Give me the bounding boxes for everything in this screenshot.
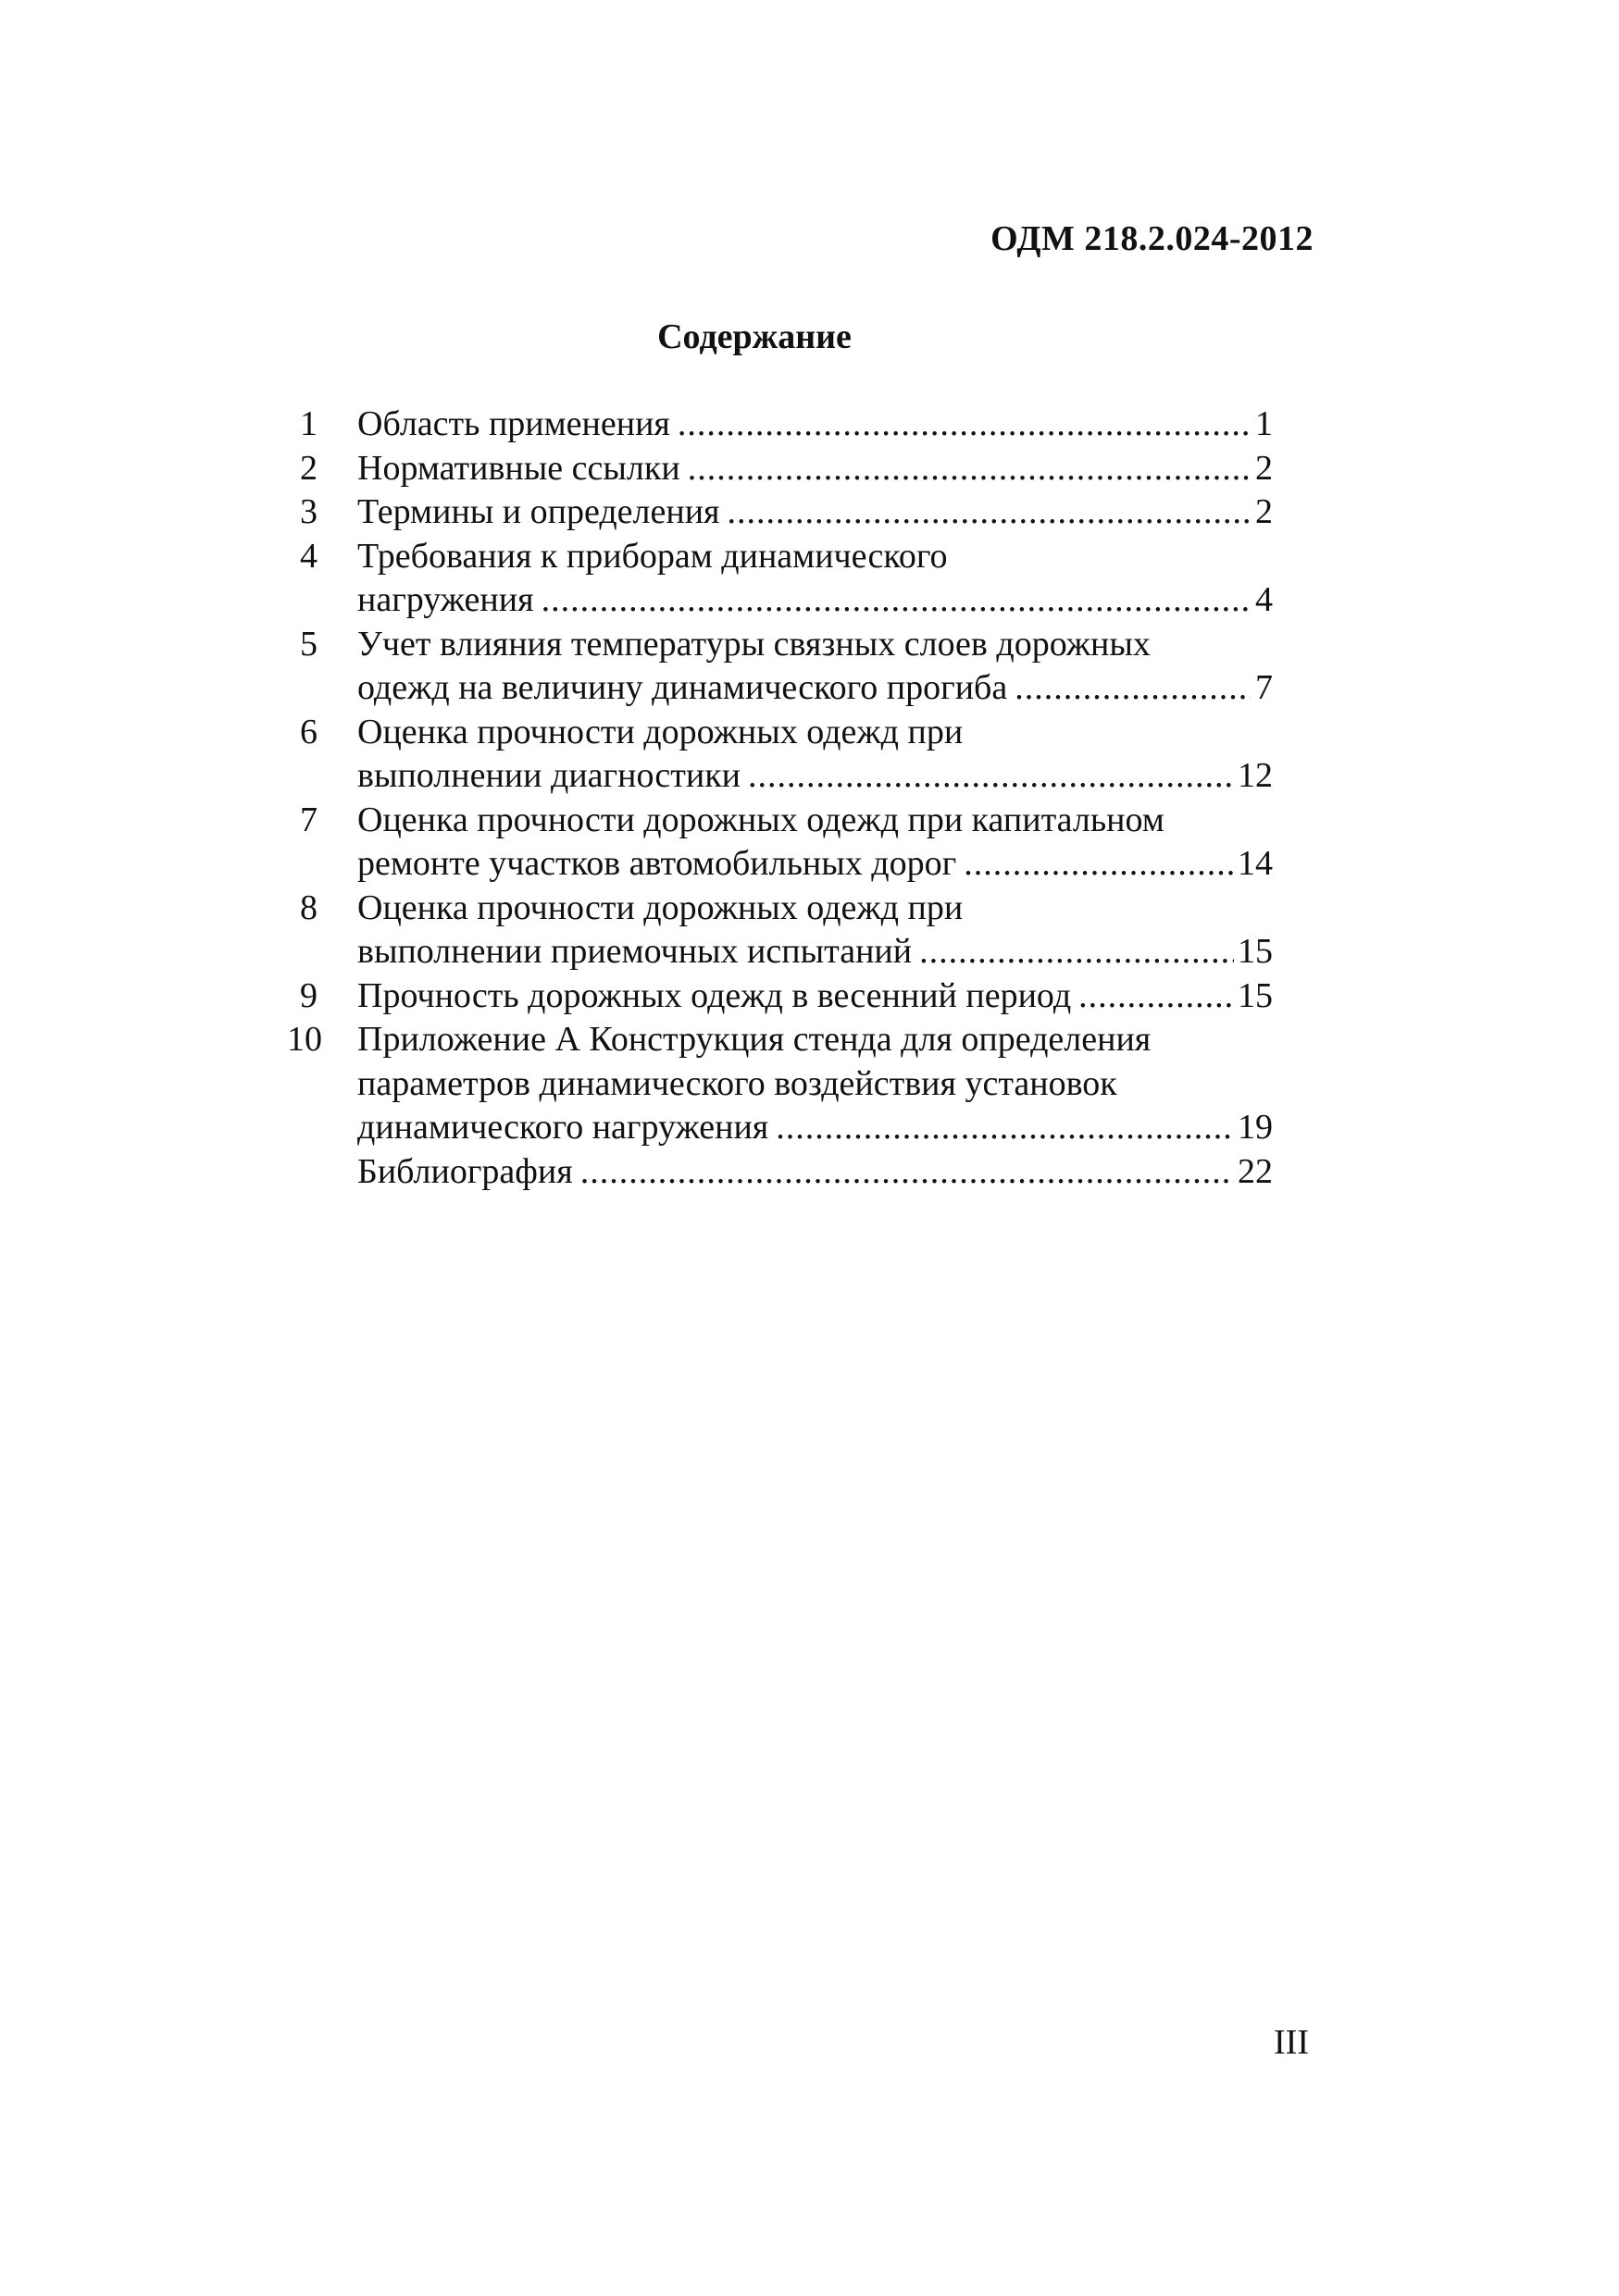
toc-entry-title-line: Библиография (357, 1151, 573, 1191)
document-code: ОДМ 218.2.024-2012 (990, 219, 1314, 258)
toc-entry-page: 12 (1238, 756, 1273, 795)
toc-entry-last-line (357, 447, 1273, 491)
toc-entry-body (357, 403, 1273, 447)
toc-entry-title-line: динамического нагружения (357, 1108, 769, 1147)
dot-leader (748, 754, 1234, 799)
toc-entry-last-line (357, 403, 1273, 447)
toc-entry-number: 10 (287, 1020, 322, 1059)
toc-entry-page: 15 (1238, 932, 1273, 971)
toc-entry-page: 19 (1238, 1108, 1273, 1147)
dot-leader (919, 930, 1234, 974)
dot-leader (1015, 666, 1251, 711)
toc-entry-number: 6 (300, 712, 318, 751)
toc-entry-last-line (357, 754, 1273, 799)
toc-entry-body (357, 799, 1273, 887)
toc-entry-last-line (357, 666, 1273, 711)
toc-entry-body (357, 1018, 1273, 1150)
toc-entry-body (357, 711, 1273, 799)
toc-entry-number: 1 (300, 404, 318, 443)
toc-entry-title-line: Требования к приборам динамического (357, 536, 948, 576)
toc-entry-number: 3 (300, 492, 318, 531)
dot-leader (728, 490, 1251, 535)
toc-entry (287, 623, 1273, 711)
toc-entry (287, 974, 1273, 1019)
toc-entry (287, 799, 1273, 887)
toc-entry (287, 447, 1273, 491)
dot-leader (776, 1106, 1234, 1150)
toc-entry-title-line: Учет влияния температуры связных слоев дорожных (357, 624, 1151, 664)
toc-entry-number: 4 (300, 536, 318, 576)
toc-entry-last-line (357, 578, 1273, 623)
toc-entry (287, 711, 1273, 799)
toc-entry-title-line: Оценка прочности дорожных одежд при (357, 712, 964, 751)
toc-entry-body (357, 535, 1273, 623)
toc-entry (287, 887, 1273, 974)
toc-entry (287, 403, 1273, 447)
toc-entry-title-line: нагружения (357, 580, 534, 619)
toc-entry (287, 490, 1273, 535)
toc-entry-page: 14 (1238, 844, 1273, 883)
dot-leader (580, 1150, 1234, 1195)
toc-entry-page: 15 (1238, 975, 1273, 1015)
toc-entry-number: 8 (300, 887, 318, 927)
toc-entry-title-line: выполнении приемочных испытаний (357, 932, 913, 971)
toc-entry-body (357, 1150, 1273, 1195)
toc-entry-number: 9 (300, 975, 318, 1015)
toc-entry-page: 2 (1255, 492, 1273, 531)
toc-entry-title-line: одежд на величину динамического прогиба (357, 668, 1008, 707)
toc-entry-page: 22 (1238, 1151, 1273, 1191)
toc-title: Содержание (657, 317, 852, 356)
toc-entry-body (357, 490, 1273, 535)
toc-entry (287, 1150, 1273, 1195)
toc-entry-title-line: Оценка прочности дорожных одежд при капитальном (357, 800, 1164, 839)
toc-entry-title-line: Нормативные ссылки (357, 448, 680, 488)
page-number: III (1274, 2023, 1309, 2062)
toc-entry-last-line (357, 842, 1273, 887)
toc-entry-page: 2 (1255, 448, 1273, 488)
toc-entry-title-line: Приложение А Конструкция стенда для определения (357, 1020, 1152, 1059)
toc-entry (287, 1018, 1273, 1150)
toc-entry-body (357, 974, 1273, 1019)
dot-leader (688, 447, 1251, 491)
toc-entry-title-line: параметров динамического воздействия установок (357, 1063, 1117, 1103)
toc-entry-number: 5 (300, 624, 318, 664)
dot-leader (1078, 974, 1234, 1019)
toc-entry-title-line: Термины и определения (357, 492, 720, 531)
toc-entry-page: 1 (1255, 404, 1273, 443)
toc-entry-title-line: Область применения (357, 404, 670, 443)
toc-entry-body (357, 623, 1273, 711)
toc-entry-last-line (357, 1106, 1273, 1150)
toc-entry-page: 4 (1255, 580, 1273, 619)
toc-entry-number: 2 (300, 448, 318, 488)
dot-leader (964, 842, 1234, 887)
table-of-contents (287, 403, 1273, 1194)
toc-entry-last-line (357, 1150, 1273, 1195)
toc-entry-last-line (357, 930, 1273, 974)
toc-entry-number: 7 (300, 800, 318, 839)
toc-entry-title-line: Оценка прочности дорожных одежд при (357, 887, 964, 927)
toc-entry-last-line (357, 490, 1273, 535)
toc-entry (287, 535, 1273, 623)
toc-entry-title-line: ремонте участков автомобильных дорог (357, 844, 957, 883)
toc-entry-page: 7 (1255, 668, 1273, 707)
dot-leader (542, 578, 1251, 623)
toc-entry-body (357, 447, 1273, 491)
toc-entry-title-line: Прочность дорожных одежд в весенний период (357, 975, 1072, 1015)
toc-entry-title-line: выполнении диагностики (357, 756, 741, 795)
dot-leader (678, 403, 1251, 447)
toc-entry-last-line (357, 974, 1273, 1019)
toc-entry-body (357, 887, 1273, 974)
